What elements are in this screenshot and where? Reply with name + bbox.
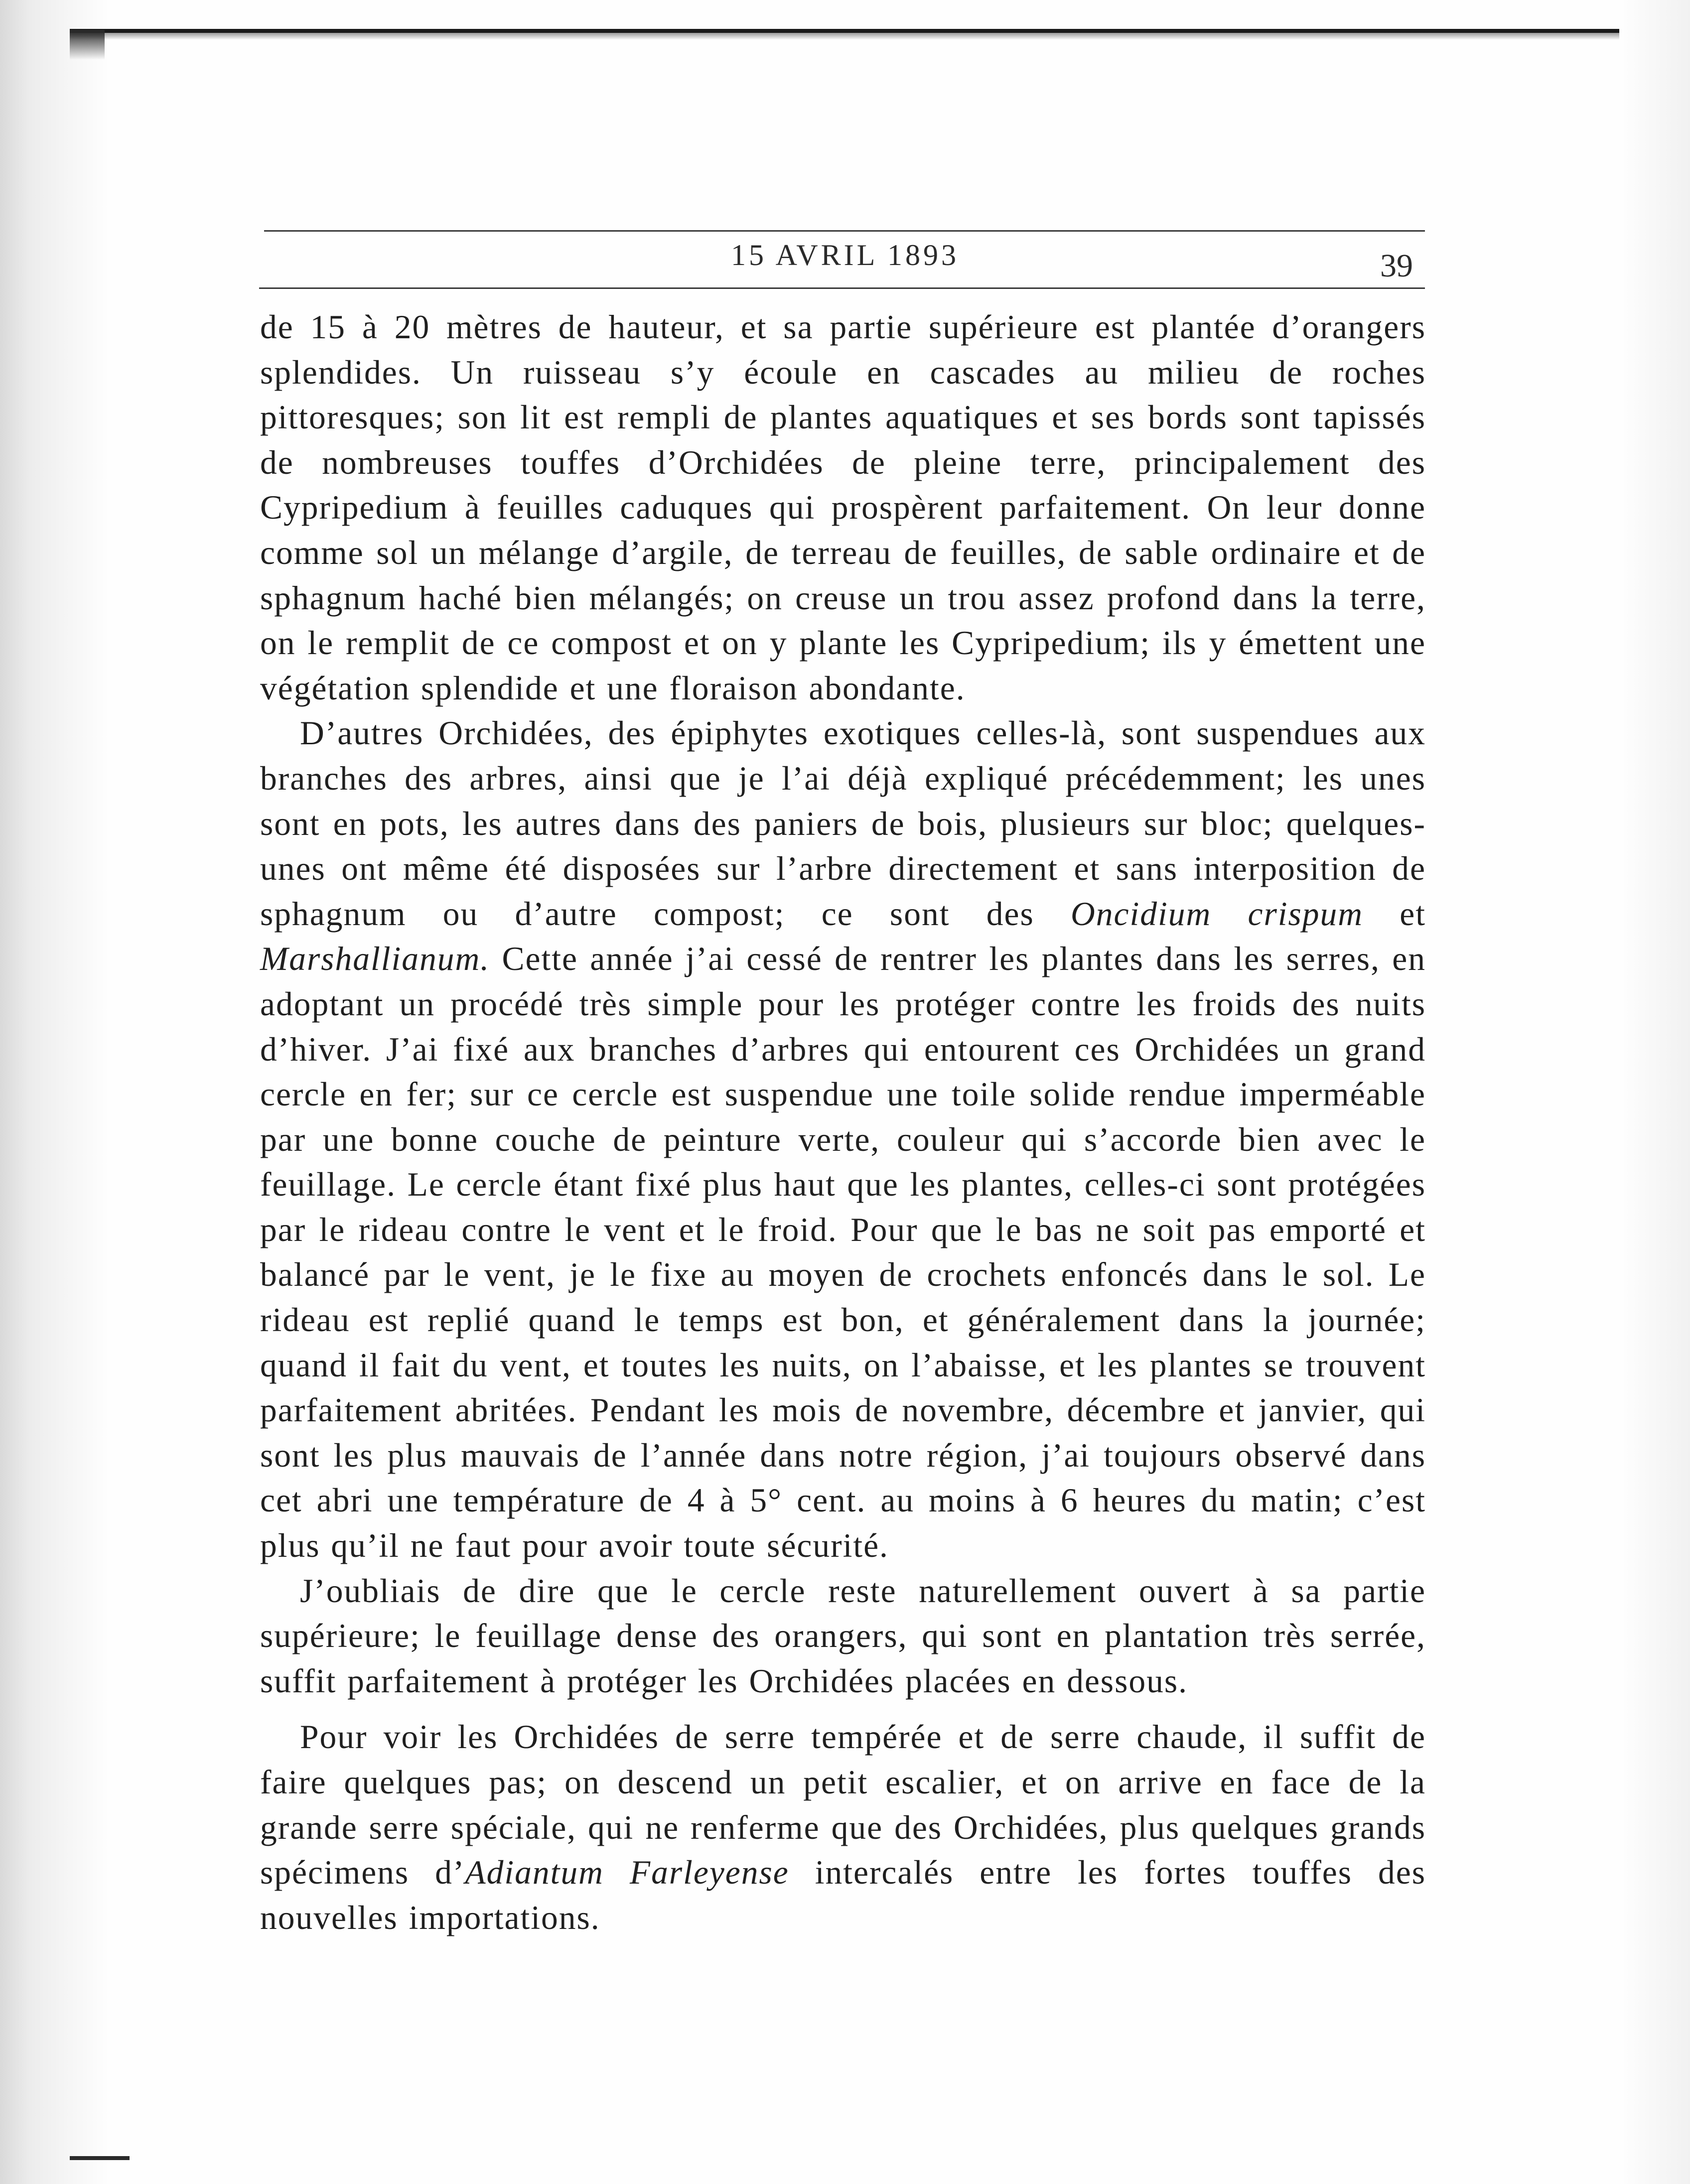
paragraph bbox=[260, 1569, 1426, 1704]
text-run: D’autres Orchidées, des épiphytes exotiques celles-là, sont suspendues aux branches des arbres, ainsi que je l’ai déjà expliqué précédemment; les unes sont en pots, les autres dans des paniers de bois, plusieurs sur bloc; quelques-unes ont même été disposées sur l’arbre directement et sans interposition de sphagnum ou d’autre compost; ce sont des bbox=[260, 714, 1426, 933]
paragraph bbox=[260, 711, 1426, 1568]
scan-bottom-mark bbox=[70, 2156, 130, 2160]
text-run: Cette année j’ai cessé de rentrer les plantes dans les serres, en adoptant un procédé très simple pour les protéger contre les froids des nuits d’hiver. J’ai fixé aux branches d’arbres qui entourent ces Orchidées un grand cercle en fer; sur ce cercle est suspendue une toile solide rendue imperméable par une bonne couche de peinture verte, couleur qui s’accorde bien avec le feuillage. Le cercle étant fixé plus haut que les plantes, celles-ci sont protégées par le rideau contre le vent et le froid. Pour que le bas ne soit pas emporté et balancé par le vent, je le fixe au moyen de crochets enfoncés dans le sol. Le rideau est replié quand le temps est bon, et généralement dans la journée; quand il fait du vent, et toutes les nuits, on l’abaisse, et les plantes se trouvent parfaitement abritées. Pendant les mois de novembre, décembre et janvier, qui sont les plus mauvais de l’année dans notre région, j’ai toujours observé dans cet abri une température de 4 à 5° cent. au moins à 6 heures du matin; c’est plus qu’il ne faut pour avoir toute sécurité. bbox=[260, 940, 1426, 1565]
italic-term: Oncidium crispum bbox=[1071, 895, 1363, 933]
page-number: 39 bbox=[1380, 248, 1413, 284]
paragraph bbox=[260, 305, 1426, 711]
italic-term: Marshallianum. bbox=[260, 940, 490, 978]
scan-top-edge bbox=[70, 29, 1619, 33]
scan-gutter-shadow bbox=[0, 0, 110, 2184]
scan-right-shadow bbox=[1620, 0, 1690, 2184]
body-text bbox=[260, 305, 1426, 1940]
text-run: et bbox=[1363, 895, 1426, 933]
paragraph bbox=[260, 1715, 1426, 1940]
scan-corner-mark bbox=[70, 30, 105, 60]
scan-top-edge-fade bbox=[70, 33, 1619, 40]
italic-term: Adiantum Farleyense bbox=[465, 1854, 789, 1892]
text-run: J’oubliais de dire que le cercle reste naturellement ouvert à sa partie supérieure; le feuillage dense des orangers, qui sont en plantation très serrée, suffit parfaitement à protéger les Orchidées placées en dessous. bbox=[260, 1572, 1426, 1700]
text-run: de 15 à 20 mètres de hauteur, et sa partie supérieure est plantée d’orangers splendides. Un ruisseau s’y écoule en cascades au milieu de roches pittoresques; son lit est rempli de plantes aquatiques et ses bords sont tapissés de nombreuses touffes d’Orchidées de pleine terre, principalement des Cypripedium à feuilles caduques qui prospèrent parfaitement. On leur donne comme sol un mélange d’argile, de terreau de feuilles, de sable ordinaire et de sphagnum haché bien mélangés; on creuse un trou assez profond dans la terre, on le remplit de ce compost et on y plante les Cypripedium; ils y émettent une végétation splendide et une floraison abondante. bbox=[260, 308, 1426, 707]
text-run: intercalés entre les fortes touffes des nouvelles importations. bbox=[260, 1854, 1426, 1936]
header-rule-top bbox=[264, 230, 1425, 232]
running-head: 15 AVRIL 1893 bbox=[730, 239, 960, 272]
text-run: Pour voir les Orchidées de serre tempérée et de serre chaude, il suffit de faire quelques pas; on descend un petit escalier, et on arrive en face de la grande serre spéciale, qui ne renferme que des Orchidées, plus quelques grands spécimens d’ bbox=[260, 1718, 1426, 1892]
header-rule-bottom bbox=[259, 287, 1425, 289]
